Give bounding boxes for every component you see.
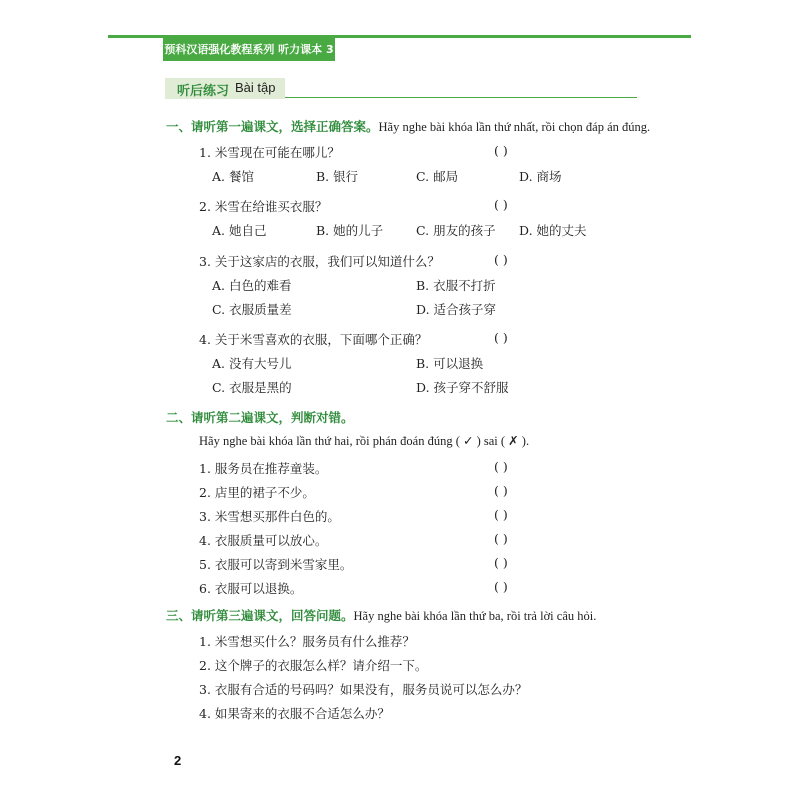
option-b[interactable]: B. 银行: [316, 169, 359, 184]
answer-blank[interactable]: ( ): [494, 507, 508, 522]
option-c[interactable]: C. 衣服是黑的: [212, 380, 292, 395]
part2-statement: 2. 店里的裙子不少。: [199, 485, 315, 500]
part3-question: 2. 这个牌子的衣服怎么样？请介绍一下。: [199, 658, 428, 673]
option-a[interactable]: A. 白色的难看: [212, 278, 292, 293]
page-number: 2: [174, 753, 182, 768]
part1-question-1: 1. 米雪现在可能在哪儿？: [199, 145, 340, 160]
option-d[interactable]: D. 她的丈夫: [519, 223, 587, 238]
answer-blank[interactable]: ( ): [494, 459, 508, 474]
section-title-cn: 听后练习: [177, 84, 230, 99]
series-title: 预科汉语强化教程系列 听力课本 3: [163, 36, 335, 61]
part3-heading-vi: Hãy nghe bài khóa lần thứ ba, rồi trả lời câu hỏi.: [353, 609, 597, 623]
option-b[interactable]: B. 她的儿子: [316, 223, 384, 238]
section-rule: [285, 97, 637, 98]
part2-statement: 3. 米雪想买那件白色的。: [199, 509, 340, 524]
part2-statement: 1. 服务员在推荐童装。: [199, 461, 328, 476]
part1-question-4: 4. 关于米雪喜欢的衣服，下面哪个正确？: [199, 332, 428, 347]
answer-blank[interactable]: ( ): [494, 531, 508, 546]
part2-statement: 6. 衣服可以退换。: [199, 581, 303, 596]
part2-statement: 4. 衣服质量可以放心。: [199, 533, 328, 548]
answer-blank[interactable]: ( ): [494, 252, 508, 267]
part1-heading-cn: 一、请听第一遍课文，选择正确答案。: [166, 119, 379, 134]
option-c[interactable]: C. 朋友的孩子: [416, 223, 496, 238]
option-a[interactable]: A. 餐馆: [212, 169, 254, 184]
option-d[interactable]: D. 商场: [519, 169, 562, 184]
answer-blank[interactable]: ( ): [494, 483, 508, 498]
option-c[interactable]: C. 衣服质量差: [212, 302, 292, 317]
answer-blank[interactable]: ( ): [494, 197, 508, 212]
part3-question: 1. 米雪想买什么？服务员有什么推荐？: [199, 634, 415, 649]
part2-heading-cn: 二、请听第二遍课文，判断对错。: [166, 410, 354, 425]
answer-blank[interactable]: ( ): [494, 555, 508, 570]
answer-blank[interactable]: ( ): [494, 330, 508, 345]
section-title-vi: Bài tập: [235, 80, 276, 95]
answer-blank[interactable]: ( ): [494, 579, 508, 594]
option-a[interactable]: A. 没有大号儿: [212, 356, 292, 371]
part1-question-2: 2. 米雪在给谁买衣服？: [199, 199, 328, 214]
part3-question: 4. 如果寄来的衣服不合适怎么办？: [199, 706, 390, 721]
part1-heading: [166, 117, 650, 135]
option-d[interactable]: D. 适合孩子穿: [416, 302, 497, 317]
option-c[interactable]: C. 邮局: [416, 169, 459, 184]
part1-question-3: 3. 关于这家店的衣服，我们可以知道什么？: [199, 254, 440, 269]
option-b[interactable]: B. 衣服不打折: [416, 278, 496, 293]
part2-statement: 5. 衣服可以寄到米雪家里。: [199, 557, 353, 572]
part1-heading-vi: Hãy nghe bài khóa lần thứ nhất, rồi chọn đáp án đúng.: [378, 120, 651, 134]
option-b[interactable]: B. 可以退换: [416, 356, 484, 371]
part3-question: 3. 衣服有合适的号码吗？如果没有，服务员说可以怎么办？: [199, 682, 528, 697]
part3-heading-cn: 三、请听第三遍课文，回答问题。: [166, 608, 354, 623]
option-a[interactable]: A. 她自己: [212, 223, 267, 238]
part3-heading: [166, 606, 596, 624]
option-d[interactable]: D. 孩子穿不舒服: [416, 380, 509, 395]
answer-blank[interactable]: ( ): [494, 143, 508, 158]
part2-instruction-vi: Hãy nghe bài khóa lần thứ hai, rồi phán đoán đúng ( ✓ ) sai ( ✗ ).: [199, 434, 530, 448]
